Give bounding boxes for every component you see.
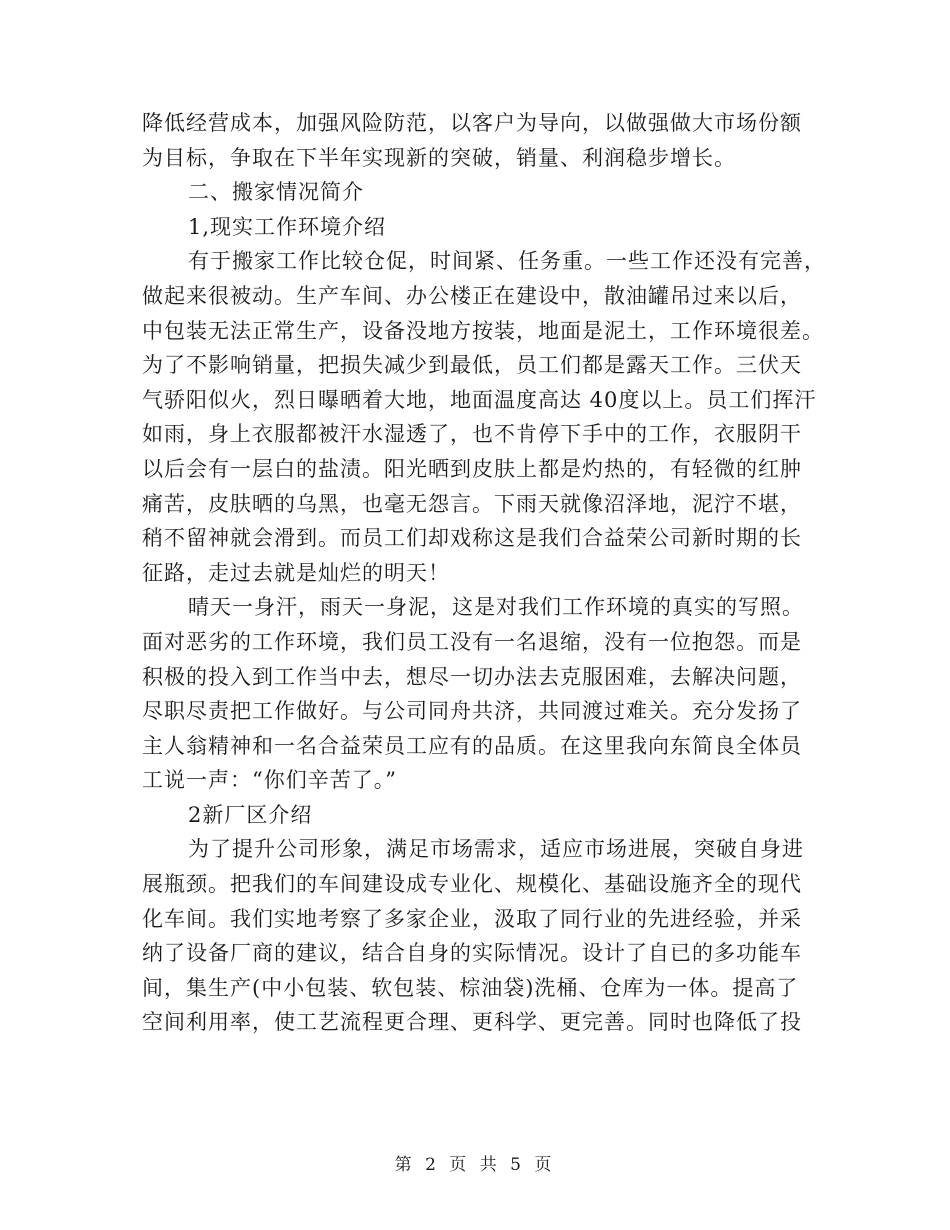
document-body — [142, 106, 826, 1040]
text-line: 痛苦，皮肤晒的乌黑，也毫无怨言。下雨天就像沼泽地，泥泞不堪， — [142, 491, 802, 516]
text-line: 二、搬家情况简介 — [188, 180, 364, 205]
text-line: 降低经营成本，加强风险防范，以客户为导向，以做强做大市场份额 — [142, 111, 802, 135]
text-line: 气骄阳似火，烈日曝晒着大地，地面温度高达 40度以上。员工们挥汗 — [142, 387, 817, 412]
text-line: 中包装无法正常生产，设备没地方按装，地面是泥土，工作环境很差。 — [142, 318, 824, 343]
text-line: 面对恶劣的工作环境，我们员工没有一名退缩，没有一位抱怨。而是 — [142, 629, 802, 654]
text-line: 展瓶颈。把我们的车间建设成专业化、规模化、基础设施齐全的现代 — [142, 872, 802, 897]
text-line: 工说一声：“你们辛苦了。” — [142, 768, 397, 793]
text-line: 为了不影响销量，把损失减少到最低，员工们都是露天工作。三伏天 — [142, 353, 802, 378]
text-line: 为了提升公司形象，满足市场需求，适应市场进展，突破自身进 — [188, 837, 804, 862]
text-line: 纳了设备厂商的建议，结合自身的实际情况。设计了自已的多功能车 — [142, 941, 802, 966]
text-line: 晴天一身汗，雨天一身泥，这是对我们工作环境的真实的写照。 — [188, 595, 804, 620]
text-line: 积极的投入到工作当中去，想尽一切办法去克服困难，去解决问题， — [142, 664, 802, 689]
text-line: 空间利用率，使工艺流程更合理、更科学、更完善。同时也降低了投 — [142, 1010, 802, 1035]
text-line: 化车间。我们实地考察了多家企业，汲取了同行业的先进经验，并采 — [142, 906, 802, 931]
text-line: 1,现实工作环境介绍 — [188, 214, 387, 239]
text-line: 以后会有一层白的盐渍。阳光晒到皮肤上都是灼热的，有轻微的红肿 — [142, 456, 802, 481]
text-line: 主人翁精神和一名合益荣员工应有的品质。在这里我向东简良全体员 — [142, 733, 802, 758]
text-line: 尽职尽责把工作做好。与公司同舟共济，共同渡过难关。充分发扬了 — [142, 699, 802, 724]
text-line: 征路，走过去就是灿烂的明天！ — [142, 560, 450, 585]
text-line: 有于搬家工作比较仓促，时间紧、任务重。一些工作还没有完善， — [188, 249, 826, 274]
page-number-footer: 第 2 页 共 5 页 — [394, 1155, 556, 1175]
text-line: 2新厂区介绍 — [188, 802, 313, 827]
text-line: 如雨，身上衣服都被汗水湿透了，也不肯停下手中的工作，衣服阴干 — [142, 422, 802, 447]
text-line: 做起来很被动。生产车间、办公楼正在建设中，散油罐吊过来以后， — [142, 283, 802, 308]
text-line: 间，集生产(中小包装、软包装、棕油袋)洗桶、仓库为一体。提高了 — [142, 975, 799, 1000]
text-line: 为目标，争取在下半年实现新的突破，销量、利润稳步增长。 — [142, 145, 736, 170]
text-line: 稍不留神就会滑到。而员工们却戏称这是我们合益荣公司新时期的长 — [142, 526, 802, 551]
